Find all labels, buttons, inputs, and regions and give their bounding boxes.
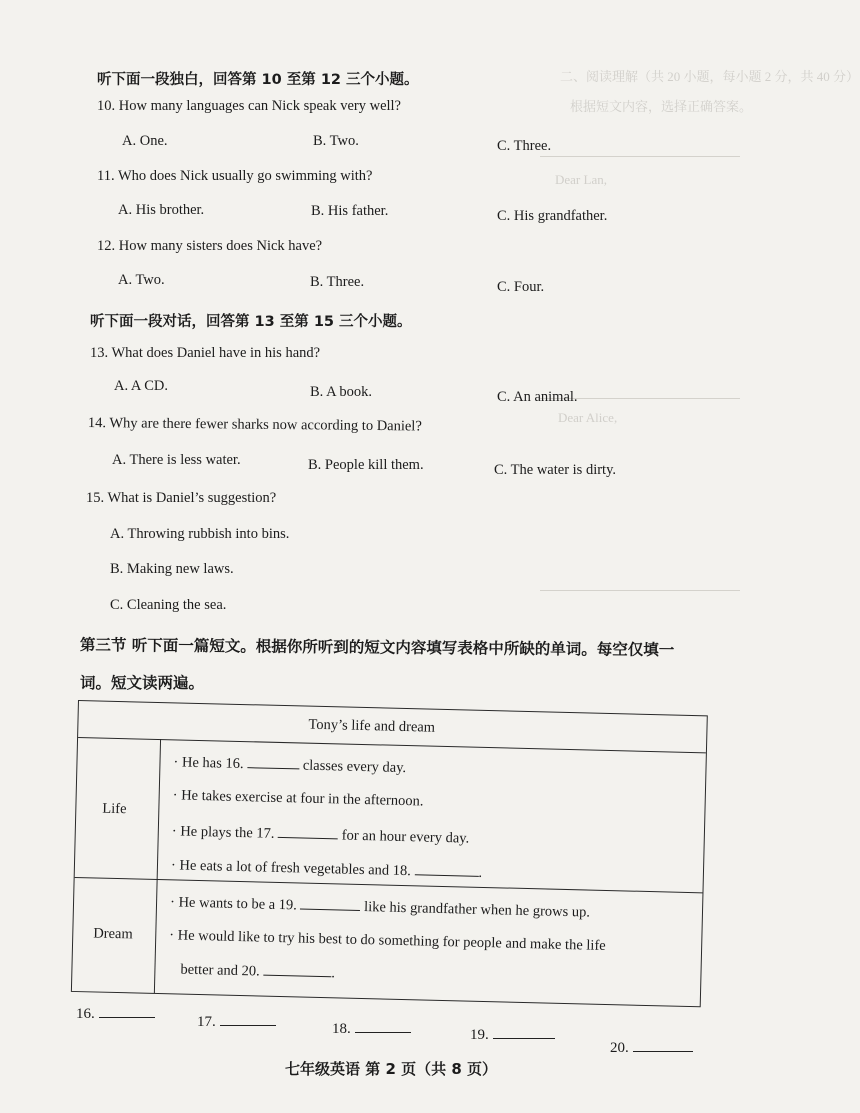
bullet: · [173, 754, 179, 771]
dream-item-1 [170, 893, 590, 921]
question-text: What is Daniel’s suggestion? [107, 490, 277, 506]
q11-option-a: A. His brother. [118, 202, 205, 218]
q14-option-b: B. People kill them. [308, 457, 424, 473]
answer-blank-16[interactable] [99, 1005, 155, 1018]
dream-item-text-after: . [331, 965, 336, 982]
blank-16[interactable] [247, 755, 299, 769]
dream-item-3 [180, 961, 335, 983]
bleed-through-line-1: 二、阅读理解（共 20 小题，每小题 2 分，共 40 分） [560, 69, 860, 84]
bullet: · [172, 787, 178, 804]
answer-blank-17[interactable] [220, 1013, 276, 1026]
monologue-instruction: 听下面一段独白，回答第 10 至第 12 三个小题。 [97, 72, 419, 88]
blank-17[interactable] [278, 825, 338, 839]
life-item-text: He has 16. [181, 754, 244, 773]
blank-20[interactable] [263, 963, 331, 978]
section3-instruction-line-1: 第三节 听下面一篇短文。根据你所听到的短文内容填写表格中所缺的单词。每空仅填一 [79, 635, 675, 660]
question-12 [97, 238, 322, 255]
q15-option-c: C. Cleaning the sea. [110, 597, 227, 613]
blank-19[interactable] [300, 897, 360, 911]
q14-option-a: A. There is less water. [112, 452, 241, 468]
fill-in-table [71, 700, 708, 1007]
life-item-text-after: for an hour every day. [341, 827, 470, 847]
dream-item-text: better and 20. [180, 961, 260, 980]
life-item-text: He eats a lot of fresh vegetables and 18. [179, 857, 412, 880]
question-15 [86, 490, 276, 507]
section3-instruction-line-2: 词。短文读两遍。 [80, 674, 205, 692]
q15-option-a: A. Throwing rubbish into bins. [110, 526, 290, 542]
bleed-through-dear-1: Dear Lan, [555, 172, 607, 187]
q13-option-b: B. A book. [310, 384, 373, 400]
page-footer: 七年级英语 第 2 页（共 8 页） [285, 1060, 497, 1078]
bleed-through-dear-2: Dear Alice, [558, 410, 618, 425]
dream-label: Dream [93, 925, 133, 943]
bullet: · [169, 894, 176, 911]
question-number: 14. [87, 415, 107, 432]
q10-option-a: A. One. [122, 133, 168, 149]
dialogue-instruction: 听下面一段对话，回答第 13 至第 15 三个小题。 [90, 314, 412, 330]
bleed-through-line-2: 根据短文内容，选择正确答案。 [570, 99, 753, 114]
dream-item-text-after: like his grandfather when he grows up. [363, 899, 591, 921]
life-item-text-after: classes every day. [302, 757, 407, 777]
question-text: What does Daniel have in his hand? [111, 345, 321, 361]
answer-16 [76, 1005, 155, 1023]
question-number: 12. [97, 238, 116, 254]
question-number: 13. [90, 345, 109, 361]
question-text: How many languages can Nick speak very well? [118, 98, 401, 114]
answer-19 [470, 1026, 555, 1044]
answer-number: 16. [76, 1006, 95, 1022]
bullet: · [171, 823, 177, 840]
answer-number: 20. [610, 1040, 629, 1056]
q11-option-b: B. His father. [311, 203, 389, 219]
question-text: Who does Nick usually go swimming with? [117, 168, 373, 184]
answer-number: 18. [332, 1021, 351, 1037]
bleed-through-box-top [540, 156, 740, 157]
answer-number: 17. [197, 1014, 216, 1030]
question-11 [97, 168, 373, 185]
q13-option-c: C. An animal. [497, 389, 578, 405]
answer-blank-20[interactable] [633, 1039, 693, 1052]
q10-option-c: C. Three. [497, 138, 552, 154]
question-number: 15. [86, 490, 105, 506]
q13-option-a: A. A CD. [114, 378, 168, 394]
question-number: 10. [97, 98, 116, 114]
answer-blank-18[interactable] [355, 1020, 411, 1033]
answer-20 [610, 1039, 693, 1057]
q15-option-b: B. Making new laws. [110, 561, 234, 577]
question-10 [97, 98, 401, 115]
life-item-text-after: . [478, 864, 483, 881]
table-title: Tony’s life and dream [308, 716, 436, 736]
answer-blank-19[interactable] [493, 1026, 555, 1039]
bullet: · [170, 857, 177, 874]
dream-item-text: He wants to be a 19. [178, 894, 298, 914]
q12-option-a: A. Two. [118, 272, 165, 288]
dream-item-text: He would like to try his best to do something for people and make the life [177, 927, 606, 954]
life-item-text: He takes exercise at four in the afternoon. [180, 787, 424, 810]
life-item-text: He plays the 17. [180, 823, 275, 842]
q12-option-c: C. Four. [497, 279, 545, 295]
answer-number: 19. [470, 1027, 489, 1043]
answer-18 [332, 1020, 411, 1038]
answer-17 [197, 1013, 276, 1031]
life-label: Life [102, 800, 127, 818]
question-text: Why are there fewer sharks now according to Daniel? [109, 415, 422, 435]
blank-18[interactable] [414, 862, 478, 877]
question-13 [90, 345, 320, 362]
q11-option-c: C. His grandfather. [497, 208, 608, 224]
q14-option-c: C. The water is dirty. [494, 462, 617, 478]
q10-option-b: B. Two. [313, 133, 359, 149]
bullet: · [169, 927, 175, 944]
question-number: 11. [97, 168, 115, 184]
q12-option-b: B. Three. [310, 274, 365, 290]
bleed-through-box-bot [540, 590, 740, 591]
dream-item-2 [169, 927, 606, 955]
question-text: How many sisters does Nick have? [118, 238, 323, 254]
question-14 [88, 415, 422, 435]
